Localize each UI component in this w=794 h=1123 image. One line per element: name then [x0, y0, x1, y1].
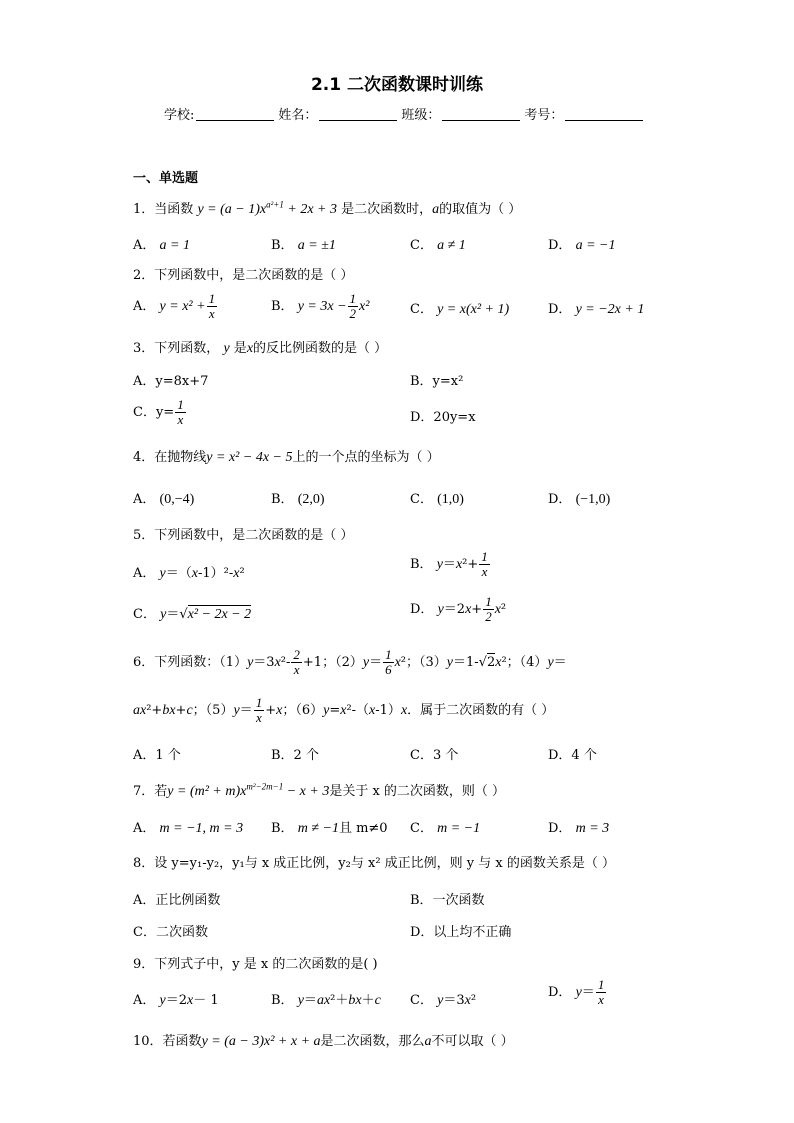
q7-option-c[interactable]: C． m = −1: [410, 821, 481, 836]
q3-option-b[interactable]: B．y=x²: [410, 374, 464, 389]
class-blank: [442, 120, 520, 121]
q9-option-b[interactable]: B． y＝ax²＋bx＋c: [271, 993, 381, 1008]
question-1: 1．当函数 $y = (a - 1)x^{a^2+1} + 2x + 3$ 是二次函数时，a的取值为（ ）: [133, 199, 522, 217]
class-label: 班级：: [401, 108, 441, 123]
question-2: 2．下列函数中，是二次函数的是（ ）: [133, 268, 354, 283]
q4-option-a[interactable]: A． (0,−4): [133, 492, 195, 507]
q6-option-a[interactable]: A．1 个: [133, 748, 181, 763]
q5-option-a[interactable]: A． y＝（x-1）²-x²: [133, 566, 245, 581]
exam-no-blank: [565, 120, 643, 121]
q6-option-b[interactable]: B．2 个: [271, 748, 319, 763]
name-blank: [319, 120, 397, 121]
question-6-line2: ax²+bx+c；（5）y＝ $\frac{1}{x}$ +x；（6）y=x²-（x-1）x．属于二次函数的有（ ）: [133, 695, 555, 725]
q1-option-d[interactable]: D． a = −1: [548, 238, 616, 253]
q1-option-a[interactable]: A． a = 1: [133, 238, 190, 253]
exam-no-label: 考号：: [524, 108, 564, 123]
question-6: 6．下列函数：（1）y＝3x²- $\frac{2}{x}$ +1；（2）y＝ $\frac{1}{6}$ x²；（3）y＝1-√2x²；（4）y＝: [133, 647, 567, 677]
question-10: 10．若函数y = (a − 3)x² + x + a是二次函数，那么a不可以取（ ）: [133, 1034, 514, 1049]
q1-option-b[interactable]: B． a = ±1: [271, 238, 336, 253]
student-info-line: [164, 104, 647, 123]
q5-option-b[interactable]: B． y＝x²+ $\frac{1}{x}$: [410, 549, 488, 579]
school-blank: [196, 120, 274, 121]
q4-option-d[interactable]: D． (−1,0): [548, 492, 611, 507]
q4-option-b[interactable]: B． (2,0): [271, 492, 325, 507]
section-heading: 一、单选题: [133, 171, 199, 186]
q1-option-c[interactable]: C． a ≠ 1: [410, 238, 466, 253]
question-5: 5．下列函数中，是二次函数的是（ ）: [133, 528, 354, 543]
q6-option-c[interactable]: C．3 个: [410, 748, 459, 763]
q6-option-d[interactable]: D．4 个: [548, 748, 597, 763]
q3-option-d[interactable]: D．20y=x: [410, 410, 476, 425]
q2-option-a[interactable]: A． y = x² + $\frac{1}{x}$: [133, 291, 216, 321]
q9-option-c[interactable]: C． y＝3x²: [410, 993, 477, 1008]
q8-option-c[interactable]: C．二次函数: [133, 925, 208, 940]
name-label: 姓名：: [278, 108, 318, 123]
page-title: 2.1 二次函数课时训练: [310, 75, 484, 95]
q5-option-d[interactable]: D． y＝2x+ $\frac{1}{2}$ x²: [410, 594, 507, 624]
q5-option-c[interactable]: C． y＝√x² − 2x − 2: [133, 607, 252, 622]
q8-option-b[interactable]: B．一次函数: [410, 893, 485, 908]
q4-option-c[interactable]: C． (1,0): [410, 492, 464, 507]
q7-option-a[interactable]: A． m = −1, m = 3: [133, 821, 244, 836]
question-3: 3．下列函数， y 是x的反比例函数的是（ ）: [133, 341, 388, 356]
q3-option-c[interactable]: C．y= $\frac{1}{x}$: [133, 397, 184, 427]
q7-option-b[interactable]: B． m ≠ −1且 m≠0: [271, 821, 388, 836]
question-9: 9．下列式子中，y 是 x 的二次函数的是( ): [133, 957, 378, 972]
q3-option-a[interactable]: A．y=8x+7: [133, 374, 209, 389]
q2-option-b[interactable]: B． y = 3x − $\frac{1}{2}$ x²: [271, 291, 370, 321]
q8-option-a[interactable]: A．正比例函数: [133, 893, 221, 908]
question-7: 7．若$y = (m^2 + m)x^{m^2-2m-1} - x + 3$是关于 x 的二次函数，则（ ）: [133, 781, 506, 799]
q9-option-d[interactable]: D． y＝ $\frac{1}{x}$: [548, 977, 605, 1007]
q2-option-d[interactable]: D． y = −2x + 1: [548, 302, 645, 317]
school-label: 学校:: [164, 108, 195, 123]
question-8: 8．设 y=y₁-y₂，y₁与 x 成正比例，y₂与 x² 成正比例，则 y 与 x 的函数关系是（ ）: [133, 856, 616, 871]
q8-option-d[interactable]: D．以上均不正确: [410, 925, 512, 940]
q2-option-c[interactable]: C． y = x(x² + 1): [410, 302, 510, 317]
q9-option-a[interactable]: A． y＝2x－ 1: [133, 993, 219, 1008]
q7-option-d[interactable]: D． m = 3: [548, 821, 610, 836]
question-4: 4．在抛物线y = x² − 4x − 5上的一个点的坐标为（ ）: [133, 450, 440, 465]
